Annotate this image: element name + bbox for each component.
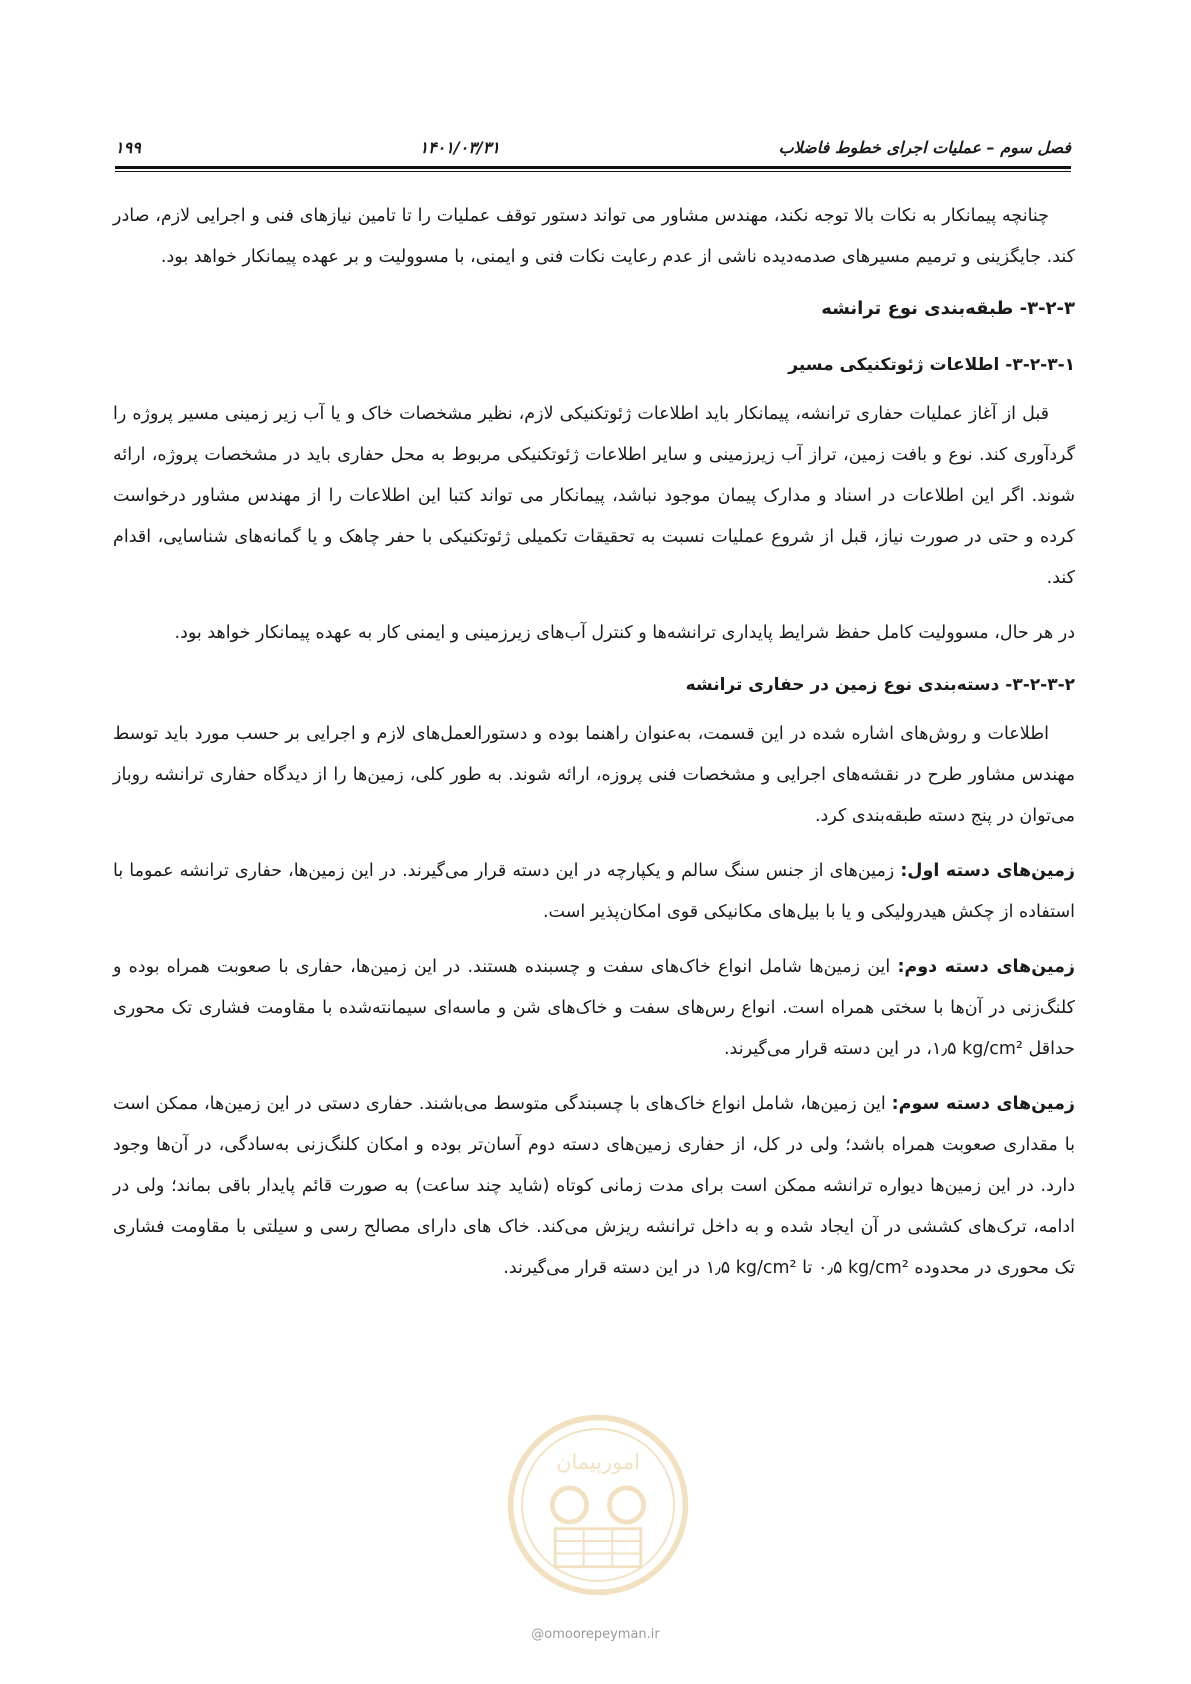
intro-paragraph: چنانچه پیمانکار به نکات بالا توجه نکند، مهندس مشاور می تواند دستور توقف عملیات را تا تامین نیازهای فنی و اجرایی لازم، صادر کند. جایگزینی و ترمیم مسیرهای صدمه‌دیده ناشی از عدم رعایت نکات فنی و ایمنی، با مسوولیت و بر عهده پیمانکار خواهد بود. xyxy=(113,206,1075,267)
header-rule-thin xyxy=(115,171,1071,172)
watermark-logo-text: امورپیمان xyxy=(556,1449,640,1474)
header-date: ۱۴۰۱/۰۳/۳۱ xyxy=(419,137,500,157)
subsection1-heading: ۳-۲-۳-۱- اطلاعات ژئوتکنیکی مسیر xyxy=(788,355,1075,375)
category1-label: زمین‌های دسته اول: xyxy=(900,861,1075,881)
page-header xyxy=(115,130,1071,164)
category2-label: زمین‌های دسته دوم: xyxy=(897,957,1075,977)
watermark-logo xyxy=(503,1410,693,1600)
section-heading: ۳-۲-۳- طبقه‌بندی نوع ترانشه xyxy=(821,298,1075,319)
category3-paragraph xyxy=(113,1084,1075,1289)
category3-value-high: ۱٫۵ kg/cm² xyxy=(705,1258,797,1278)
watermark-site-text: @omoorepeyman.ir xyxy=(531,1627,660,1642)
category2-value: ۱٫۵ kg/cm² xyxy=(932,1039,1023,1059)
category3-text-a: این زمین‌ها، شامل انواع خاک‌های با چسبندگی متوسط می‌باشند. حفاری دستی در این زمین‌ها، ممکن است با مقداری صعوبت همراه باشد؛ ولی در کل، از حفاری زمین‌های دسته دوم آسان‌تر بوده و امکان کلنگ‌زنی به‌سادگی، در آن‌ها وجود دارد. در این زمین‌ها دیواره ترانشه ممکن است برای مدت زمانی کوتاه (شاید چند ساعت) به صورت قائم پایدار باقی بماند؛ ولی در ادامه، ترک‌های کششی در آن ایجاد شده و به داخل ترانشه ریزش می‌کند. خاک های دارای مصالح رسی و سیلتی با مقاومت فشاری تک محوری در محدوده xyxy=(113,1094,1075,1278)
category2-text-a: این زمین‌ها شامل انواع خاک‌های سفت و چسبنده هستند. در این زمین‌ها، حفاری با صعوبت همراه بوده و کلنگ‌زنی در آن‌ها با سختی همراه است. انواع رس‌های سفت و خاک‌های شن و ماسه‌ای سیمانته‌شده با مقاومت فشاری تک محوری حداقل xyxy=(113,957,1075,1059)
category3-label: زمین‌های دسته سوم: xyxy=(891,1094,1075,1114)
category1-text: زمین‌های از جنس سنگ سالم و یکپارچه در این دسته قرار می‌گیرند. در این زمین‌ها، حفاری ترانشه عموما با استفاده از چکش هیدرولیکی و یا با بیل‌های مکانیکی قوی امکان‌پذیر است. xyxy=(113,861,1075,922)
subsection2-intro: اطلاعات و روش‌های اشاره شده در این قسمت، به‌عنوان راهنما بوده و دستورالعمل‌های لازم و اجرایی بر حسب مورد باید توسط مهندس مشاور طرح در نقشه‌های اجرایی و مشخصات فنی پروزه، ارائه شوند. به طور کلی، زمین‌ها را از دیدگاه حفاری ترانشه روباز می‌توان در پنج دسته طبقه‌بندی کرد. xyxy=(113,724,1075,826)
category2-text-b: ، در این دسته قرار می‌گیرند. xyxy=(723,1039,933,1059)
subsection2-heading: ۳-۲-۳-۲- دسته‌بندی نوع زمین در حفاری ترانشه xyxy=(685,675,1075,695)
category1-paragraph xyxy=(113,851,1075,933)
category2-paragraph xyxy=(113,947,1075,1070)
category3-text-b: در این دسته قرار می‌گیرند. xyxy=(503,1258,701,1278)
page-body xyxy=(113,196,1075,1303)
chapter-title: فصل سوم – عملیات اجرای خطوط فاضلاب xyxy=(778,137,1071,157)
page-number: ۱۹۹ xyxy=(115,137,141,157)
category3-range-word: تا xyxy=(802,1258,813,1278)
subsection1-paragraph-2: در هر حال، مسوولیت کامل حفظ شرایط پایداری ترانشه‌ها و کنترل آب‌های زیرزمینی و ایمنی کار به عهده پیمانکار خواهد بود. xyxy=(174,623,1075,643)
subsection1-paragraph-1: قبل از آغاز عملیات حفاری ترانشه، پیمانکار باید اطلاعات ژئوتکنیکی لازم، نظیر مشخصات خاک و یا آب زیر زمینی مسیر پروژه را گردآوری کند. نوع و بافت زمین، تراز آب زیرزمینی و سایر اطلاعات ژئوتکنیکی مربوط به محل حفاری باید در مشخصات پروژه، ارائه شوند. اگر این اطلاعات در اسناد و مدارک پیمان موجود نباشد، پیمانکار می تواند کتبا این اطلاعات را از مهندس مشاور درخواست کرده و حتی در صورت نیاز، قبل از شروع عملیات نسبت به تحقیقات تکمیلی ژئوتکنیکی با حفر چاهک و یا گمانه‌های شناسایی، اقدام کند. xyxy=(113,404,1075,588)
header-rule-thick xyxy=(115,166,1071,169)
category3-value-low: ۰٫۵ kg/cm² xyxy=(817,1258,909,1278)
